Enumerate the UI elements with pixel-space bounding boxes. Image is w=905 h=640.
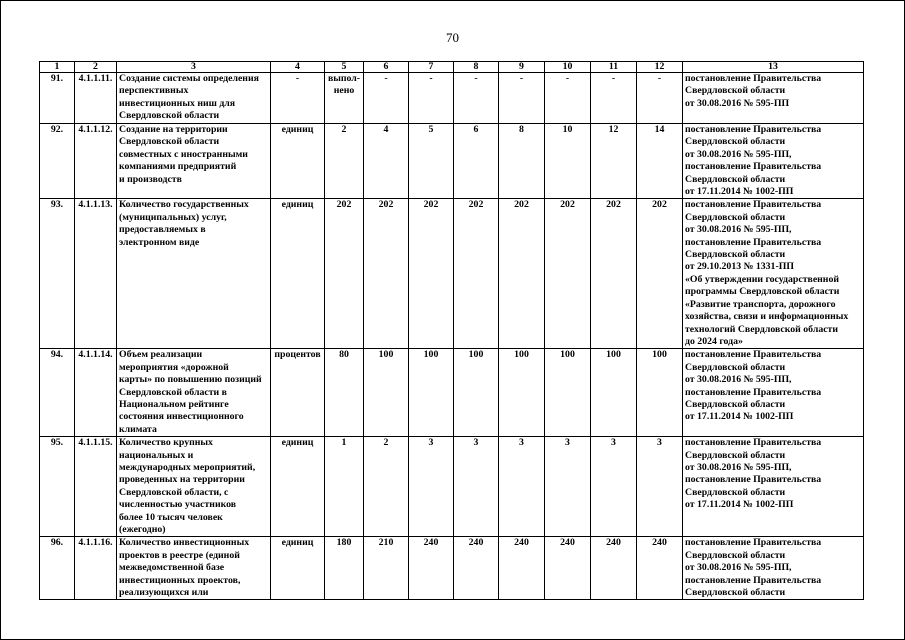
- row-code: 4.1.1.14.: [75, 349, 117, 437]
- indicator-name: Количество крупных национальных и международных мероприятий, проведенных на территории Свердловской области, с численностью участников более 10 тысяч человек (ежегодно): [117, 437, 271, 537]
- value-cell: -: [499, 73, 545, 124]
- value-cell: 100: [454, 349, 499, 437]
- unit: единиц: [271, 124, 325, 199]
- value-cell: выпол- нено: [325, 73, 364, 124]
- value-cell: -: [409, 73, 454, 124]
- table-row: [40, 124, 864, 199]
- value-cell: 240: [591, 537, 637, 600]
- unit: единиц: [271, 199, 325, 349]
- value-cell: 202: [499, 199, 545, 349]
- value-cell: 4: [364, 124, 409, 199]
- value-cell: 100: [499, 349, 545, 437]
- value-cell: 3: [409, 437, 454, 537]
- header-cell: 4: [271, 62, 325, 73]
- indicators-table: [39, 61, 864, 600]
- table-row: [40, 437, 864, 537]
- value-cell: -: [637, 73, 683, 124]
- header-cell: 2: [75, 62, 117, 73]
- header-cell: 6: [364, 62, 409, 73]
- row-number: 95.: [40, 437, 75, 537]
- value-cell: 100: [409, 349, 454, 437]
- value-cell: -: [454, 73, 499, 124]
- table-row: [40, 73, 864, 124]
- table-row: [40, 199, 864, 349]
- row-number: 93.: [40, 199, 75, 349]
- source-document: постановление Правительства Свердловской области от 30.08.2016 № 595-ПП, постановление Правительства Свердловской области от 29.10.2013 № 1331-ПП «Об утверждении государственной программы Свердловской области «Развитие транспорта, дорожного хозяйства, связи и информационных технологий Свердловской области до 2024 года»: [683, 199, 864, 349]
- value-cell: 202: [591, 199, 637, 349]
- value-cell: -: [545, 73, 591, 124]
- value-cell: 202: [454, 199, 499, 349]
- unit: единиц: [271, 437, 325, 537]
- value-cell: 100: [545, 349, 591, 437]
- header-cell: 13: [683, 62, 864, 73]
- value-cell: 202: [637, 199, 683, 349]
- value-cell: 3: [454, 437, 499, 537]
- unit: процентов: [271, 349, 325, 437]
- header-cell: 7: [409, 62, 454, 73]
- value-cell: 6: [454, 124, 499, 199]
- value-cell: -: [364, 73, 409, 124]
- row-code: 4.1.1.13.: [75, 199, 117, 349]
- header-cell: 8: [454, 62, 499, 73]
- header-cell: 9: [499, 62, 545, 73]
- table-row: [40, 349, 864, 437]
- row-number: 94.: [40, 349, 75, 437]
- value-cell: 210: [364, 537, 409, 600]
- indicator-name: Количество инвестиционных проектов в реестре (единой межведомственной базе инвестиционных проектов, реализующихся или: [117, 537, 271, 600]
- header-cell: 5: [325, 62, 364, 73]
- header-cell: 11: [591, 62, 637, 73]
- value-cell: 202: [545, 199, 591, 349]
- header-cell: 10: [545, 62, 591, 73]
- source-document: постановление Правительства Свердловской области от 30.08.2016 № 595-ПП, постановление Правительства Свердловской области от 17.11.2014 № 1002-ПП: [683, 437, 864, 537]
- value-cell: 80: [325, 349, 364, 437]
- source-document: постановление Правительства Свердловской области от 30.08.2016 № 595-ПП, постановление Правительства Свердловской области от 17.11.2014 № 1002-ПП: [683, 124, 864, 199]
- row-number: 96.: [40, 537, 75, 600]
- value-cell: 5: [409, 124, 454, 199]
- value-cell: 3: [545, 437, 591, 537]
- value-cell: 14: [637, 124, 683, 199]
- row-number: 92.: [40, 124, 75, 199]
- row-code: 4.1.1.12.: [75, 124, 117, 199]
- value-cell: 202: [364, 199, 409, 349]
- value-cell: 100: [637, 349, 683, 437]
- source-document: постановление Правительства Свердловской области от 30.08.2016 № 595-ПП: [683, 73, 864, 124]
- page-number: 70: [446, 30, 459, 45]
- value-cell: 100: [591, 349, 637, 437]
- value-cell: 3: [499, 437, 545, 537]
- value-cell: 240: [409, 537, 454, 600]
- value-cell: 10: [545, 124, 591, 199]
- value-cell: 240: [499, 537, 545, 600]
- row-code: 4.1.1.11.: [75, 73, 117, 124]
- value-cell: 8: [499, 124, 545, 199]
- value-cell: 180: [325, 537, 364, 600]
- value-cell: 3: [591, 437, 637, 537]
- row-code: 4.1.1.15.: [75, 437, 117, 537]
- value-cell: 12: [591, 124, 637, 199]
- value-cell: 1: [325, 437, 364, 537]
- indicator-name: Объем реализации мероприятия «дорожной карты» по повышению позиций Свердловской области в Национальном рейтинге состояния инвестиционного климата: [117, 349, 271, 437]
- header-cell: 12: [637, 62, 683, 73]
- source-document: постановление Правительства Свердловской области от 30.08.2016 № 595-ПП, постановление Правительства Свердловской области: [683, 537, 864, 600]
- unit: единиц: [271, 537, 325, 600]
- table-row: [40, 537, 864, 600]
- value-cell: 3: [637, 437, 683, 537]
- value-cell: 100: [364, 349, 409, 437]
- value-cell: 240: [454, 537, 499, 600]
- header-cell: 3: [117, 62, 271, 73]
- row-number: 91.: [40, 73, 75, 124]
- source-document: постановление Правительства Свердловской области от 30.08.2016 № 595-ПП, постановление Правительства Свердловской области от 17.11.2014 № 1002-ПП: [683, 349, 864, 437]
- value-cell: 202: [409, 199, 454, 349]
- indicator-name: Количество государственных (муниципальных) услуг, предоставляемых в электронном виде: [117, 199, 271, 349]
- value-cell: 2: [364, 437, 409, 537]
- value-cell: -: [591, 73, 637, 124]
- value-cell: 2: [325, 124, 364, 199]
- unit: -: [271, 73, 325, 124]
- value-cell: 240: [637, 537, 683, 600]
- row-code: 4.1.1.16.: [75, 537, 117, 600]
- value-cell: 202: [325, 199, 364, 349]
- value-cell: 240: [545, 537, 591, 600]
- indicator-name: Создание системы определения перспективных инвестиционных ниш для Свердловской области: [117, 73, 271, 124]
- indicator-name: Создание на территории Свердловской области совместных с иностранными компаниями предприятий и производств: [117, 124, 271, 199]
- header-row: [40, 62, 864, 73]
- header-cell: 1: [40, 62, 75, 73]
